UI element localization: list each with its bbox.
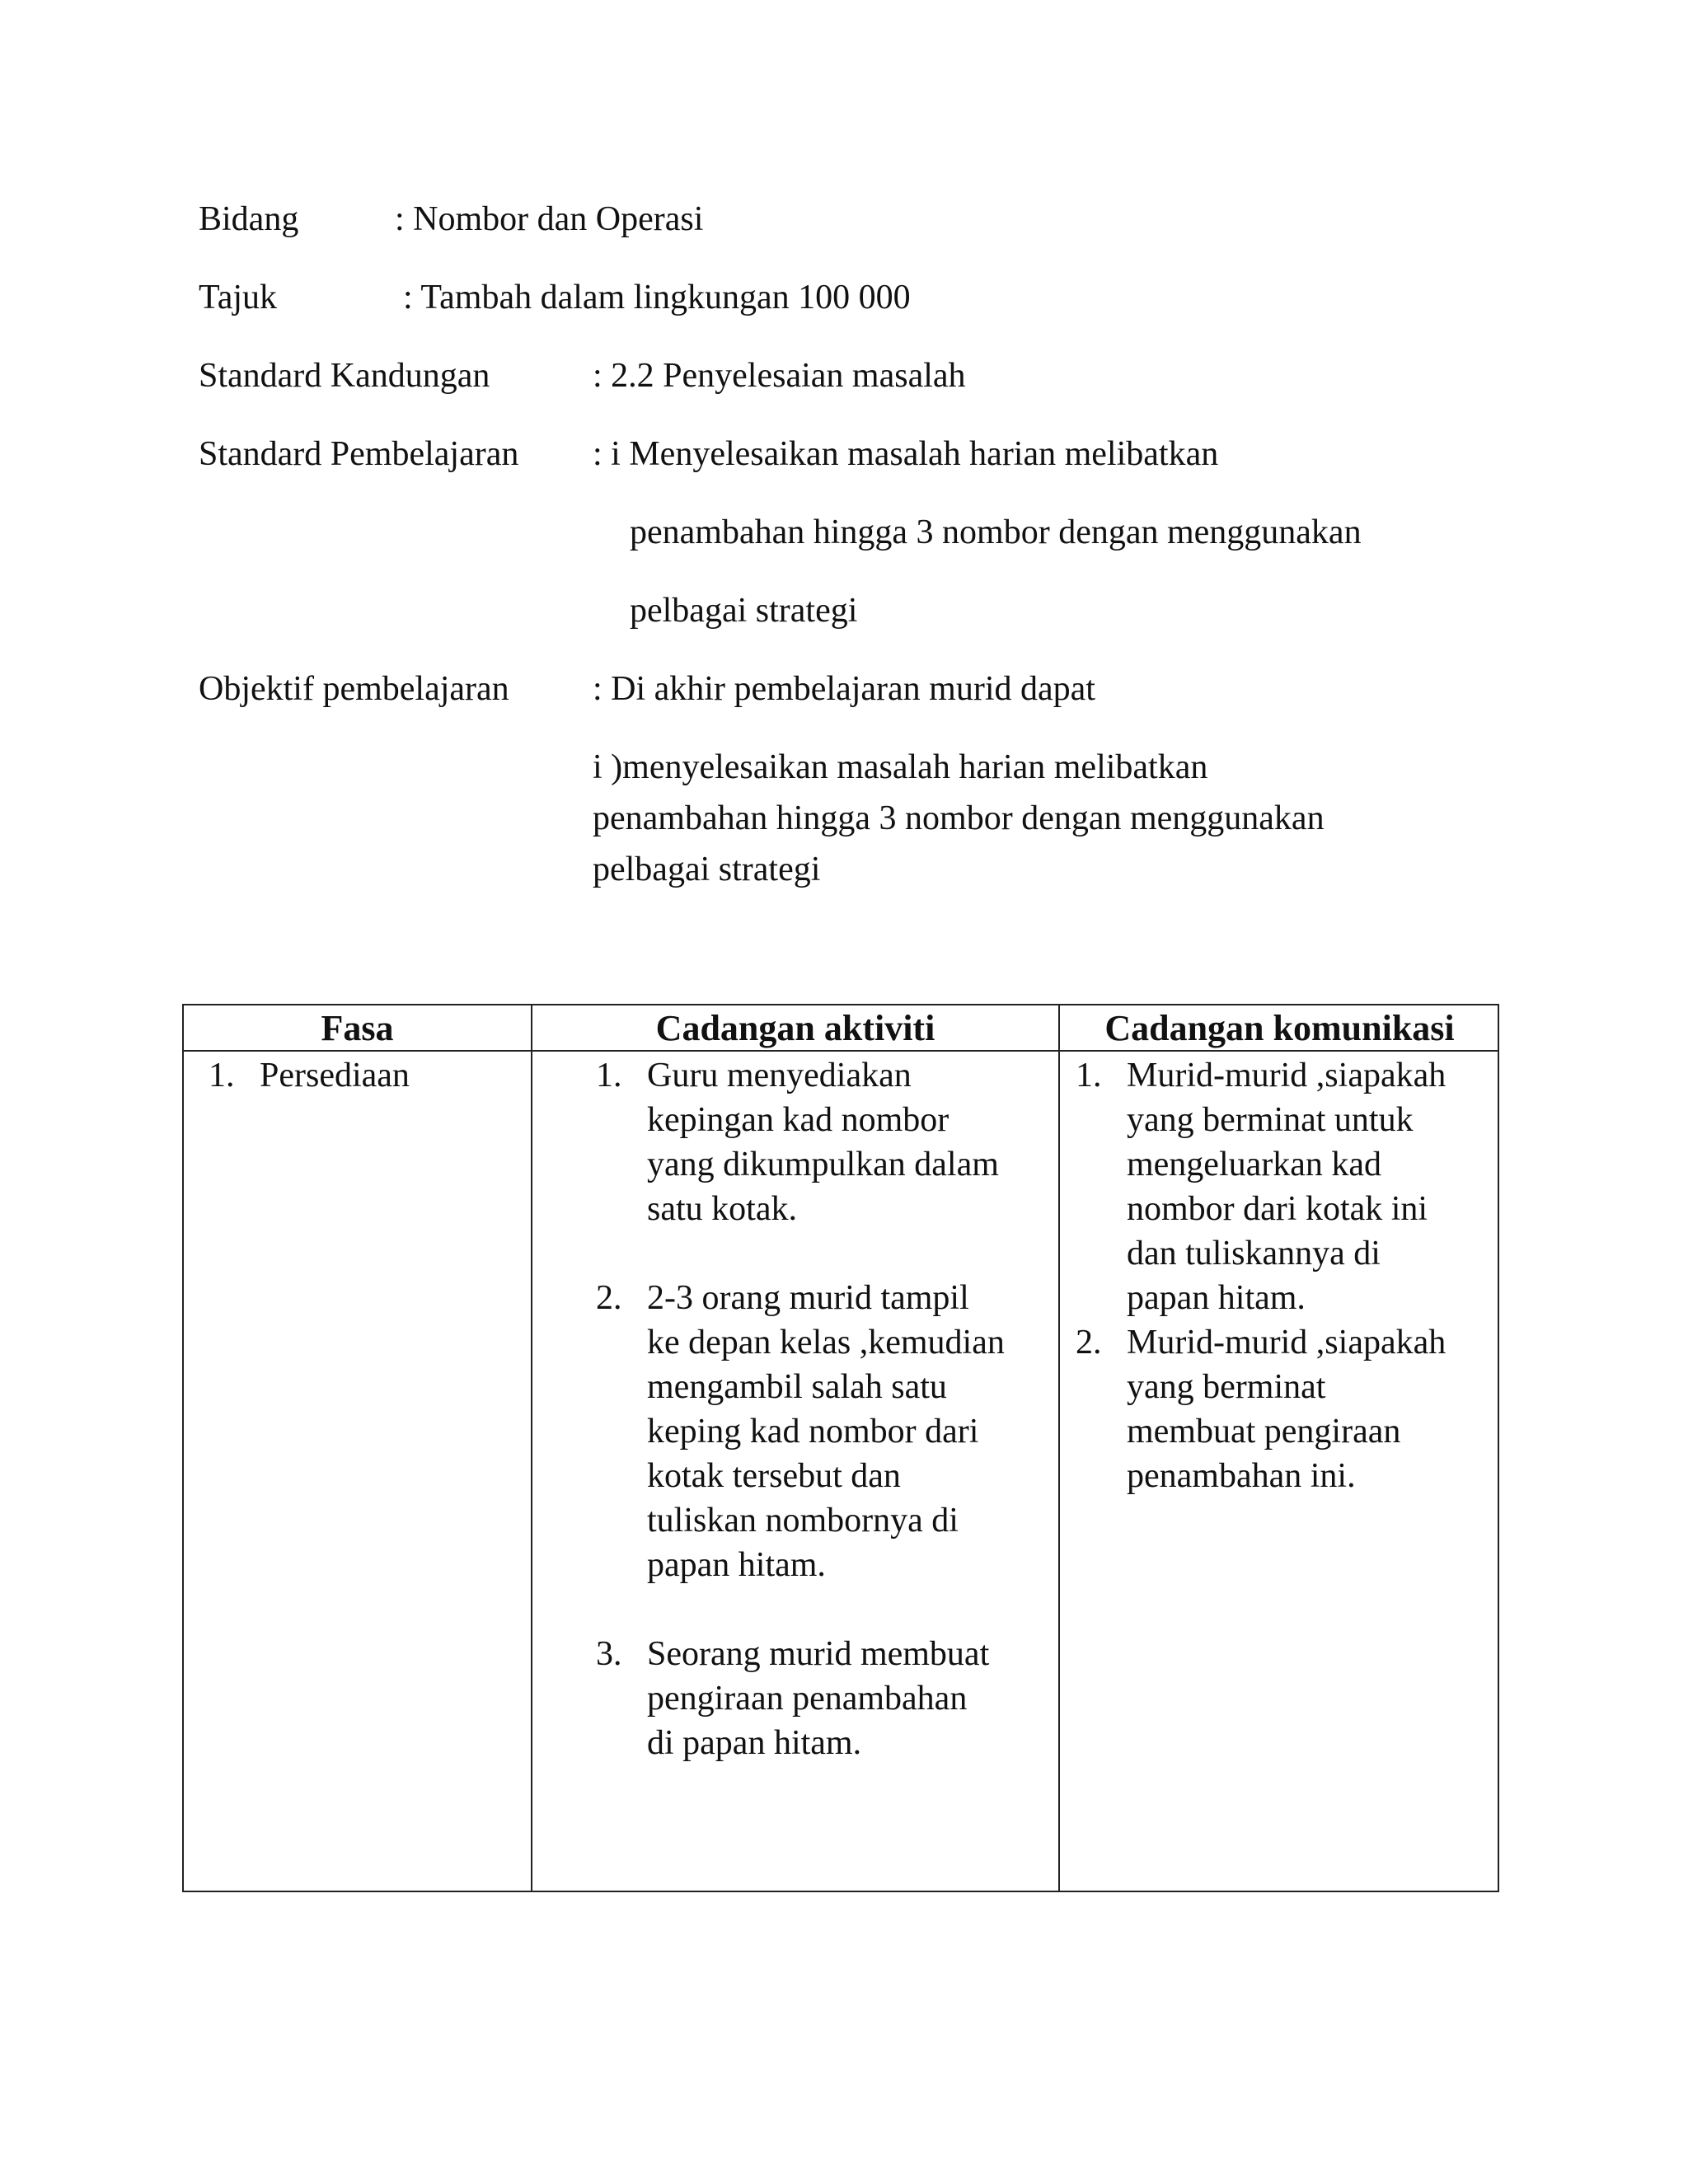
standard-pembelajaran-label: Standard Pembelajaran xyxy=(199,435,519,473)
tajuk-value: : Tambah dalam lingkungan 100 000 xyxy=(403,279,911,316)
column-divider xyxy=(531,1005,532,1891)
aktiviti-item-text: 2-3 orang murid tampil ke depan kelas ,kemudian mengambil salah satu keping kad nombor dari kotak tersebut dan tuliskan nombornya di papan hitam. xyxy=(647,1279,1005,1584)
aktiviti-item xyxy=(596,1276,1057,1587)
column-divider xyxy=(1058,1005,1060,1891)
bidang-label: Bidang xyxy=(199,200,299,238)
aktiviti-item-number: 2. xyxy=(596,1279,622,1317)
aktiviti-cell xyxy=(596,1053,1057,1765)
komunikasi-item-number: 2. xyxy=(1076,1324,1102,1361)
header-cadangan-komunikasi: Cadangan komunikasi xyxy=(1104,1008,1455,1048)
aktiviti-item-text: Seorang murid membuat pengiraan penambahan di papan hitam. xyxy=(647,1635,990,1762)
tajuk-label: Tajuk xyxy=(199,279,278,316)
standard-kandungan-value: : 2.2 Penyelesaian masalah xyxy=(593,357,966,395)
objektif-detail-line: i )menyelesaikan masalah harian melibatkan xyxy=(593,748,1208,786)
bidang-value: : Nombor dan Operasi xyxy=(395,200,704,238)
fasa-item-text: Persediaan xyxy=(260,1057,410,1094)
aktiviti-item xyxy=(596,1053,1057,1231)
aktiviti-item-number: 1. xyxy=(596,1057,622,1094)
header-fasa: Fasa xyxy=(321,1008,394,1048)
standard-pembelajaran-cont-2: pelbagai strategi xyxy=(630,592,858,630)
aktiviti-item-number: 3. xyxy=(596,1635,622,1673)
komunikasi-item-text: Murid-murid ,siapakah yang berminat untuk mengeluarkan kad nombor dari kotak ini dan tuliskannya di papan hitam. xyxy=(1127,1057,1447,1317)
aktiviti-item xyxy=(596,1632,1057,1765)
objektif-value: : Di akhir pembelajaran murid dapat xyxy=(593,670,1095,708)
standard-pembelajaran-cont-1: penambahan hingga 3 nombor dengan menggunakan xyxy=(630,513,1362,551)
komunikasi-cell xyxy=(1076,1053,1496,1498)
objektif-detail-line: pelbagai strategi xyxy=(593,851,821,888)
aktiviti-item-text: Guru menyediakan kepingan kad nombor yang dikumpulkan dalam satu kotak. xyxy=(647,1057,999,1228)
objektif-label: Objektif pembelajaran xyxy=(199,670,509,708)
komunikasi-item xyxy=(1076,1053,1496,1320)
komunikasi-item-text: Murid-murid ,siapakah yang berminat membuat pengiraan penambahan ini. xyxy=(1127,1324,1447,1495)
objektif-detail xyxy=(593,742,1325,895)
komunikasi-item xyxy=(1076,1320,1496,1498)
standard-kandungan-label: Standard Kandungan xyxy=(199,357,490,395)
fasa-item-number: 1. xyxy=(209,1057,235,1094)
standard-pembelajaran-value: : i Menyelesaikan masalah harian melibatkan xyxy=(593,435,1219,473)
fasa-item xyxy=(209,1053,522,1098)
objektif-detail-line: penambahan hingga 3 nombor dengan menggunakan xyxy=(593,799,1325,837)
activity-table xyxy=(182,1004,1499,1892)
fasa-cell xyxy=(209,1053,522,1098)
header-cadangan-aktiviti: Cadangan aktiviti xyxy=(655,1008,935,1048)
komunikasi-item-number: 1. xyxy=(1076,1057,1102,1094)
